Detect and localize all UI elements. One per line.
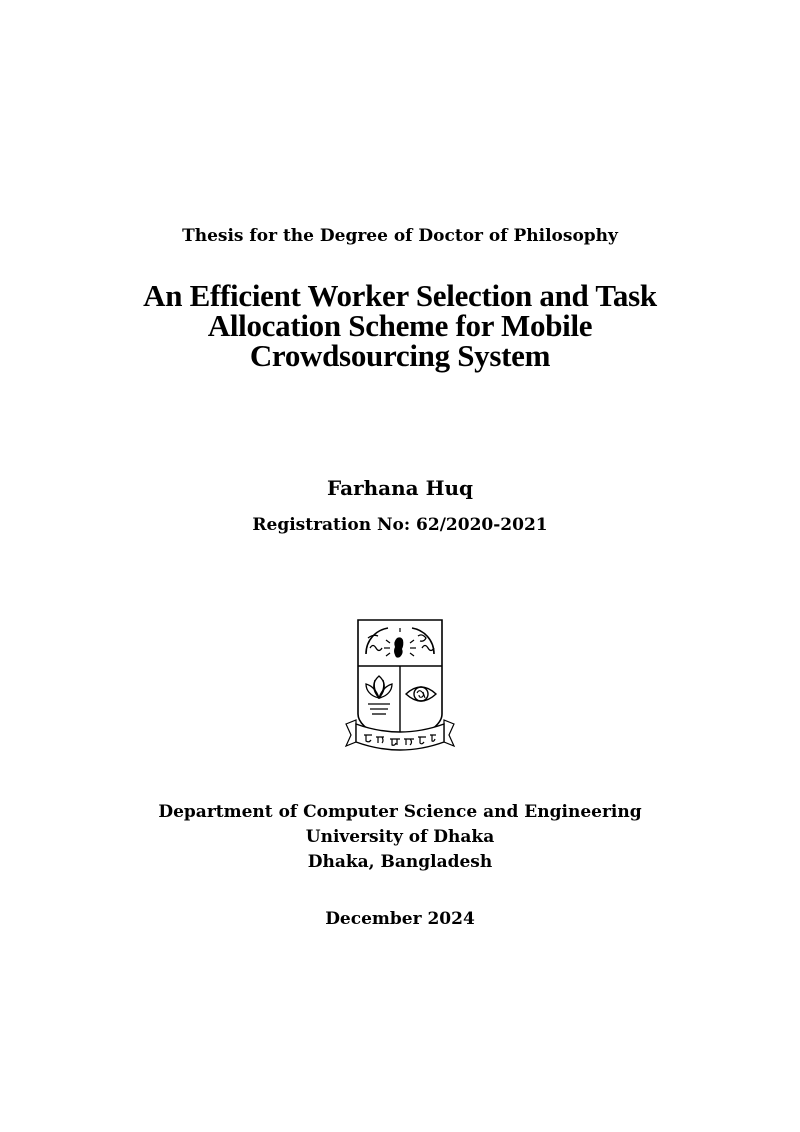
department-name: Department of Computer Science and Engineering bbox=[158, 802, 642, 822]
title-line: An Efficient Worker Selection and Task bbox=[143, 278, 657, 313]
registration-number: Registration No: 62/2020-2021 bbox=[252, 515, 548, 535]
university-seal-icon bbox=[342, 614, 458, 760]
university-location: Dhaka, Bangladesh bbox=[307, 852, 493, 872]
submission-date: December 2024 bbox=[325, 909, 475, 929]
university-name: University of Dhaka bbox=[305, 827, 495, 847]
affiliation bbox=[0, 800, 800, 875]
title-line: Crowdsourcing System bbox=[249, 338, 551, 373]
title-line: Allocation Scheme for Mobile bbox=[207, 308, 593, 343]
thesis-title bbox=[0, 278, 800, 373]
author-name: Farhana Huq bbox=[327, 476, 473, 500]
degree-line: Thesis for the Degree of Doctor of Philosophy bbox=[182, 226, 618, 246]
